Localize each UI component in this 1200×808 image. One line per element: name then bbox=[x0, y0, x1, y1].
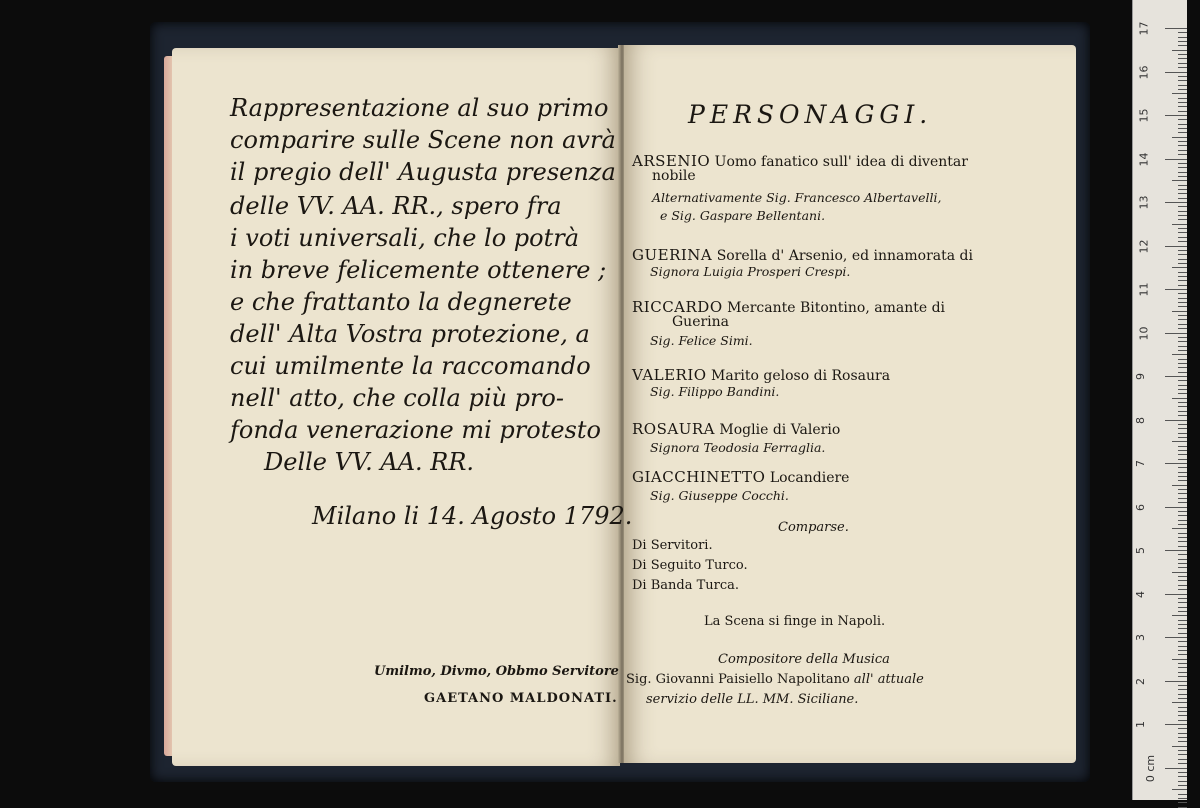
ruler-tick bbox=[1178, 437, 1187, 438]
character-name: GUERINA bbox=[632, 246, 713, 264]
ruler-tick bbox=[1178, 476, 1187, 477]
ruler-tick bbox=[1178, 45, 1187, 46]
ruler-tick bbox=[1178, 759, 1187, 760]
ruler-tick bbox=[1165, 594, 1187, 595]
ruler-tick bbox=[1178, 272, 1187, 273]
ruler-tick bbox=[1178, 533, 1187, 534]
dedication-line: nell' atto, che colla più pro- bbox=[230, 384, 564, 412]
ruler-tick bbox=[1178, 711, 1187, 712]
ruler-tick bbox=[1178, 672, 1187, 673]
ruler-tick bbox=[1178, 367, 1187, 368]
ruler-label: 3 bbox=[1134, 634, 1147, 641]
ruler-tick bbox=[1178, 167, 1187, 168]
ruler-tick bbox=[1178, 720, 1187, 721]
ruler-tick bbox=[1178, 41, 1187, 42]
ruler-tick bbox=[1165, 768, 1187, 769]
ruler-tick bbox=[1178, 389, 1187, 390]
ruler-tick bbox=[1178, 280, 1187, 281]
ruler-tick bbox=[1178, 58, 1187, 59]
ruler-tick bbox=[1165, 376, 1187, 377]
ruler-tick bbox=[1178, 567, 1187, 568]
ruler-tick bbox=[1178, 54, 1187, 55]
dedication-line: delle VV. AA. RR., spero fra bbox=[230, 192, 562, 220]
ruler-tick bbox=[1178, 489, 1187, 490]
dedication-date: Milano li 14. Agosto 1792. bbox=[312, 502, 633, 530]
dedication-line: il pregio dell' Augusta presenza bbox=[230, 158, 616, 186]
character-role: Locandiere bbox=[769, 470, 850, 486]
ruler-tick bbox=[1178, 402, 1187, 403]
ruler-tick bbox=[1178, 715, 1187, 716]
ruler-tick bbox=[1178, 781, 1187, 782]
ruler-tick bbox=[1178, 132, 1187, 133]
ruler-tick bbox=[1178, 667, 1187, 668]
character-cast: Signora Teodosia Ferraglia. bbox=[650, 440, 826, 455]
ruler-tick bbox=[1178, 380, 1187, 381]
character-cast: Alternativamente Sig. Francesco Albertavelli, bbox=[652, 190, 942, 205]
ruler-tick bbox=[1178, 237, 1187, 238]
ruler-tick bbox=[1178, 324, 1187, 325]
ruler-tick bbox=[1178, 763, 1187, 764]
ruler-tick bbox=[1178, 319, 1187, 320]
ruler-tick bbox=[1178, 293, 1187, 294]
measuring-ruler bbox=[1132, 0, 1187, 800]
ruler-tick bbox=[1172, 572, 1187, 573]
ruler-tick bbox=[1178, 611, 1187, 612]
composer-service-line: servizio delle LL. MM. Siciliane. bbox=[646, 692, 859, 707]
ruler-tick bbox=[1165, 507, 1187, 508]
ruler-tick bbox=[1178, 154, 1187, 155]
ruler-label: 0 cm bbox=[1144, 754, 1158, 782]
ruler-label: 1 bbox=[1134, 721, 1147, 728]
ruler-tick bbox=[1178, 163, 1187, 164]
ruler-tick bbox=[1178, 433, 1187, 434]
character-name: GIACCHINETTO bbox=[632, 468, 766, 486]
ruler-tick bbox=[1165, 246, 1187, 247]
character-name: ROSAURA bbox=[632, 420, 715, 438]
ruler-label: 7 bbox=[1134, 460, 1147, 467]
ruler-tick bbox=[1178, 737, 1187, 738]
ruler-tick bbox=[1178, 128, 1187, 129]
ruler-tick bbox=[1172, 746, 1187, 747]
ruler-tick bbox=[1178, 794, 1187, 795]
ruler-tick bbox=[1172, 137, 1187, 138]
character-cast: Signora Luigia Prosperi Crespi. bbox=[650, 264, 851, 279]
ruler-tick bbox=[1178, 511, 1187, 512]
ruler-tick bbox=[1178, 89, 1187, 90]
ruler-tick bbox=[1178, 219, 1187, 220]
ruler-tick bbox=[1172, 789, 1187, 790]
ruler-tick bbox=[1178, 145, 1187, 146]
ruler-tick bbox=[1178, 580, 1187, 581]
comparse-item: Di Seguito Turco. bbox=[632, 558, 748, 573]
ruler-tick bbox=[1178, 98, 1187, 99]
ruler-label: 5 bbox=[1134, 547, 1147, 554]
ruler-tick bbox=[1178, 459, 1187, 460]
dedication-line: Delle VV. AA. RR. bbox=[264, 448, 475, 476]
ruler-tick bbox=[1165, 420, 1187, 421]
ruler-label: 12 bbox=[1137, 239, 1151, 253]
ruler-tick bbox=[1178, 754, 1187, 755]
ruler-tick bbox=[1178, 141, 1187, 142]
ruler-tick bbox=[1165, 159, 1187, 160]
signature: GAETANO MALDONATI. bbox=[424, 691, 618, 706]
dedication-line: in breve felicemente ottenere ; bbox=[230, 256, 607, 284]
ruler-tick bbox=[1178, 206, 1187, 207]
ruler-tick bbox=[1178, 728, 1187, 729]
character-role: nobile bbox=[652, 168, 696, 184]
ruler-tick bbox=[1178, 750, 1187, 751]
ruler-tick bbox=[1172, 267, 1187, 268]
character-role: Mercante Bitontino, amante di bbox=[727, 300, 946, 316]
ruler-tick bbox=[1178, 598, 1187, 599]
ruler-tick bbox=[1178, 602, 1187, 603]
ruler-tick bbox=[1178, 707, 1187, 708]
ruler-tick bbox=[1178, 798, 1187, 799]
character-entry bbox=[632, 468, 849, 486]
ruler-tick bbox=[1165, 550, 1187, 551]
ruler-tick bbox=[1178, 285, 1187, 286]
ruler-tick bbox=[1178, 215, 1187, 216]
ruler-tick bbox=[1178, 67, 1187, 68]
ruler-tick bbox=[1178, 276, 1187, 277]
ruler-tick bbox=[1178, 641, 1187, 642]
ruler-tick bbox=[1178, 415, 1187, 416]
ruler-tick bbox=[1178, 628, 1187, 629]
ruler-tick bbox=[1178, 676, 1187, 677]
ruler-tick bbox=[1178, 193, 1187, 194]
ruler-tick bbox=[1178, 111, 1187, 112]
ruler-tick bbox=[1178, 563, 1187, 564]
ruler-tick bbox=[1178, 176, 1187, 177]
ruler-tick bbox=[1172, 528, 1187, 529]
character-entry bbox=[632, 246, 973, 264]
ruler-tick bbox=[1178, 85, 1187, 86]
ruler-tick bbox=[1165, 724, 1187, 725]
ruler-tick bbox=[1178, 802, 1187, 803]
composer-service: all' attuale bbox=[853, 672, 924, 687]
ruler-label: 14 bbox=[1137, 152, 1151, 166]
ruler-tick bbox=[1172, 702, 1187, 703]
ruler-tick bbox=[1178, 772, 1187, 773]
ruler-tick bbox=[1178, 633, 1187, 634]
ruler-label: 15 bbox=[1137, 108, 1151, 123]
ruler-tick bbox=[1178, 733, 1187, 734]
ruler-tick bbox=[1178, 498, 1187, 499]
ruler-tick bbox=[1172, 659, 1187, 660]
ruler-tick bbox=[1172, 441, 1187, 442]
ruler-tick bbox=[1172, 398, 1187, 399]
ruler-tick bbox=[1178, 298, 1187, 299]
ruler-tick bbox=[1178, 554, 1187, 555]
character-entry bbox=[632, 420, 840, 438]
dedication-line: e che frattanto la degnerete bbox=[230, 288, 572, 316]
ruler-tick bbox=[1178, 620, 1187, 621]
comparse-item: Di Banda Turca. bbox=[632, 578, 740, 593]
ruler-tick bbox=[1178, 698, 1187, 699]
ruler-tick bbox=[1165, 637, 1187, 638]
ruler-tick bbox=[1178, 428, 1187, 429]
ruler-tick bbox=[1178, 537, 1187, 538]
ruler-tick bbox=[1178, 502, 1187, 503]
ruler-tick bbox=[1178, 119, 1187, 120]
ruler-tick bbox=[1178, 302, 1187, 303]
character-name: ARSENIO bbox=[632, 152, 711, 170]
ruler-tick bbox=[1178, 363, 1187, 364]
ruler-tick bbox=[1178, 576, 1187, 577]
ruler-tick bbox=[1178, 685, 1187, 686]
ruler-tick bbox=[1178, 328, 1187, 329]
ruler-label: 2 bbox=[1134, 677, 1147, 685]
ruler-tick bbox=[1178, 607, 1187, 608]
ruler-tick bbox=[1178, 467, 1187, 468]
ruler-tick bbox=[1178, 385, 1187, 386]
ruler-tick bbox=[1178, 424, 1187, 425]
ruler-tick bbox=[1178, 211, 1187, 212]
ruler-tick bbox=[1178, 337, 1187, 338]
ruler-label: 11 bbox=[1137, 282, 1151, 297]
ruler-tick bbox=[1178, 493, 1187, 494]
ruler-tick bbox=[1178, 689, 1187, 690]
ruler-tick bbox=[1178, 315, 1187, 316]
ruler-label: 6 bbox=[1134, 503, 1147, 511]
ruler-tick bbox=[1165, 202, 1187, 203]
ruler-tick bbox=[1178, 185, 1187, 186]
ruler-tick bbox=[1165, 333, 1187, 334]
ruler-tick bbox=[1178, 654, 1187, 655]
dedication-line: Rappresentazione al suo primo bbox=[230, 94, 609, 122]
ruler-tick bbox=[1178, 63, 1187, 64]
ruler-tick bbox=[1172, 485, 1187, 486]
ruler-tick bbox=[1178, 663, 1187, 664]
ruler-tick bbox=[1178, 250, 1187, 251]
ruler-tick bbox=[1178, 124, 1187, 125]
ruler-tick bbox=[1172, 615, 1187, 616]
ruler-tick bbox=[1165, 28, 1187, 29]
dedication-line: cui umilmente la raccomando bbox=[230, 352, 591, 380]
ruler-tick bbox=[1178, 807, 1187, 808]
ruler-tick bbox=[1165, 72, 1187, 73]
ruler-tick bbox=[1178, 150, 1187, 151]
character-role: Marito geloso di Rosaura bbox=[711, 368, 891, 384]
dedication-line: i voti universali, che lo potrà bbox=[230, 224, 580, 252]
ruler-tick bbox=[1165, 463, 1187, 464]
ruler-tick bbox=[1178, 411, 1187, 412]
character-cast: Sig. Filippo Bandini. bbox=[650, 384, 780, 399]
ruler-tick bbox=[1178, 480, 1187, 481]
composer-line bbox=[626, 672, 924, 687]
character-role: Moglie di Valerio bbox=[719, 422, 841, 438]
composer-title: Compositore della Musica bbox=[718, 652, 890, 667]
ruler-tick bbox=[1178, 172, 1187, 173]
character-role: Guerina bbox=[672, 314, 730, 330]
ruler-tick bbox=[1178, 80, 1187, 81]
ruler-tick bbox=[1178, 259, 1187, 260]
ruler-tick bbox=[1178, 232, 1187, 233]
ruler-label: 16 bbox=[1137, 65, 1151, 79]
ruler-tick bbox=[1178, 785, 1187, 786]
ruler-tick bbox=[1165, 115, 1187, 116]
character-name: RICCARDO bbox=[632, 298, 723, 316]
ruler-label: 10 bbox=[1137, 326, 1151, 340]
ruler-tick bbox=[1178, 76, 1187, 77]
ruler-tick bbox=[1178, 189, 1187, 190]
ruler-tick bbox=[1178, 450, 1187, 451]
character-cast: e Sig. Gaspare Bellentani. bbox=[660, 208, 826, 223]
ruler-tick bbox=[1172, 311, 1187, 312]
ruler-tick bbox=[1178, 254, 1187, 255]
ruler-tick bbox=[1178, 446, 1187, 447]
character-role: Sorella d' Arsenio, ed innamorata di bbox=[716, 248, 973, 264]
character-entry bbox=[632, 366, 890, 384]
ruler-tick bbox=[1178, 341, 1187, 342]
character-name: VALERIO bbox=[632, 366, 707, 384]
ruler-tick bbox=[1178, 524, 1187, 525]
ruler-label: 13 bbox=[1137, 195, 1151, 210]
ruler-tick bbox=[1178, 624, 1187, 625]
character-cast: Sig. Felice Simi. bbox=[650, 333, 753, 348]
comparse-title: Comparse. bbox=[778, 520, 849, 535]
ruler-tick bbox=[1172, 224, 1187, 225]
ruler-tick bbox=[1178, 472, 1187, 473]
page-title: PERSONAGGI. bbox=[688, 100, 933, 129]
ruler-tick bbox=[1178, 241, 1187, 242]
ruler-tick bbox=[1178, 454, 1187, 455]
ruler-tick bbox=[1178, 32, 1187, 33]
ruler-tick bbox=[1178, 263, 1187, 264]
ruler-tick bbox=[1178, 650, 1187, 651]
ruler-tick bbox=[1178, 589, 1187, 590]
ruler-tick bbox=[1172, 50, 1187, 51]
comparse-item: Di Servitori. bbox=[632, 538, 713, 553]
ruler-tick bbox=[1178, 585, 1187, 586]
ruler-tick bbox=[1165, 681, 1187, 682]
ruler-tick bbox=[1172, 354, 1187, 355]
ruler-tick bbox=[1178, 646, 1187, 647]
closing-formula: Umilmo, Divmo, Obbmo Servitore bbox=[374, 664, 619, 679]
composer-name: Sig. Giovanni Paisiello Napolitano bbox=[626, 672, 850, 687]
ruler-tick bbox=[1178, 406, 1187, 407]
ruler-label: 17 bbox=[1137, 21, 1151, 36]
ruler-tick bbox=[1178, 306, 1187, 307]
dedication-line: dell' Alta Vostra protezione, a bbox=[230, 320, 590, 348]
ruler-label: 9 bbox=[1134, 373, 1147, 380]
ruler-tick bbox=[1165, 289, 1187, 290]
ruler-label: 8 bbox=[1134, 416, 1147, 424]
ruler-tick bbox=[1178, 515, 1187, 516]
ruler-tick bbox=[1178, 541, 1187, 542]
ruler-tick bbox=[1178, 346, 1187, 347]
ruler-tick bbox=[1178, 106, 1187, 107]
ruler-tick bbox=[1178, 520, 1187, 521]
ruler-tick bbox=[1178, 102, 1187, 103]
ruler-tick bbox=[1178, 776, 1187, 777]
dedication-line: comparire sulle Scene non avrà bbox=[230, 126, 616, 154]
dedication-line: fonda venerazione mi protesto bbox=[230, 416, 601, 444]
ruler-tick bbox=[1178, 546, 1187, 547]
character-cast: Sig. Giuseppe Cocchi. bbox=[650, 488, 789, 503]
ruler-tick bbox=[1178, 359, 1187, 360]
ruler-tick bbox=[1178, 37, 1187, 38]
ruler-tick bbox=[1172, 180, 1187, 181]
ruler-tick bbox=[1178, 228, 1187, 229]
scene-setting: La Scena si finge in Napoli. bbox=[704, 614, 886, 629]
ruler-tick bbox=[1178, 741, 1187, 742]
ruler-tick bbox=[1178, 393, 1187, 394]
ruler-tick bbox=[1178, 694, 1187, 695]
ruler-tick bbox=[1178, 350, 1187, 351]
character-role: Uomo fanatico sull' idea di diventar bbox=[714, 154, 968, 170]
ruler-tick bbox=[1178, 559, 1187, 560]
ruler-tick bbox=[1172, 93, 1187, 94]
ruler-tick bbox=[1178, 198, 1187, 199]
ruler-tick bbox=[1178, 372, 1187, 373]
ruler-label: 4 bbox=[1134, 590, 1147, 598]
